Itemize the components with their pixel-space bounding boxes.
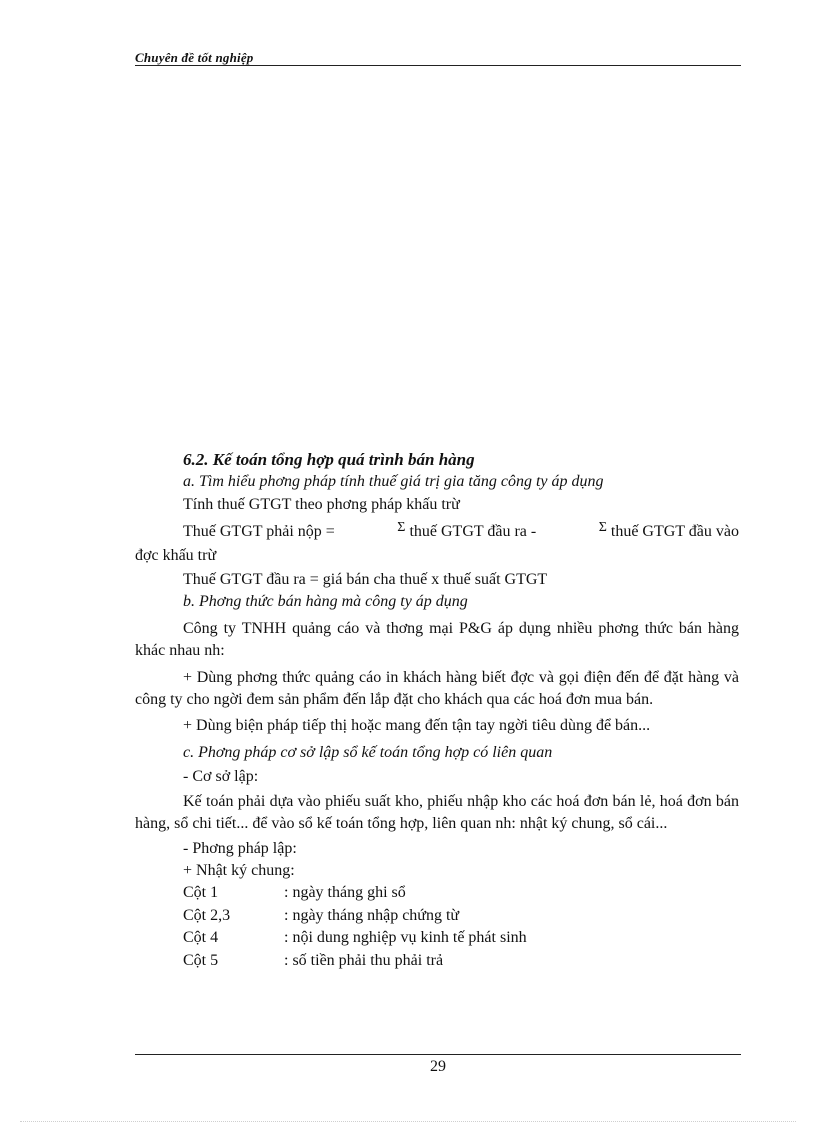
page-header-title: Chuyên đề tốt nghiệp [135, 50, 254, 65]
formula-part-1: Thuế GTGT phải nộp = [183, 523, 335, 541]
column-row [183, 905, 739, 927]
formula-part-3: thuế GTGT đầu vào [610, 523, 739, 541]
subsection-a-heading: a. Tìm hiểu phơng pháp tính thuế giá trị gia tăng công ty áp dụng [183, 473, 604, 491]
subsection-b-heading: b. Phơng thức bán hàng mà công ty áp dụng [183, 593, 468, 611]
column-row [183, 950, 739, 972]
footer-divider [135, 1054, 741, 1055]
sales-method-bullet-1: + Dùng phơng thức quảng cáo in khách hàng biết đợc và gọi điện đến để đặt hàng và công ty cho ngời đem sản phẩm đến lắp đặt cho khách qua các hoá đơn mua bán. [135, 668, 739, 709]
method-label: - Phơng pháp lập: [183, 839, 297, 857]
page-bottom-dotted-edge [20, 1121, 796, 1122]
column-name: Cột 1 [183, 884, 219, 902]
column-description: : số tiền phải thu phải trả [284, 951, 444, 969]
company-paragraph: Công ty TNHH quảng cáo và thơng mại P&G áp dụng nhiều phơng thức bán hàng khác nhau nh: [135, 619, 739, 660]
subsection-c-heading: c. Phơng pháp cơ sở lập sổ kế toán tổng hợp có liên quan [183, 743, 553, 761]
column-name: Cột 2,3 [183, 906, 231, 924]
document-body [135, 449, 739, 972]
formula-part-2: thuế GTGT đầu ra - [409, 523, 537, 541]
method-line: Tính thuế GTGT theo phơng pháp khấu trừ [183, 495, 460, 513]
column-row [183, 882, 739, 904]
vat-payable-formula [183, 521, 739, 544]
formula-part-3-group [599, 521, 739, 544]
header-divider [135, 65, 741, 66]
page-number: 29 [430, 1058, 446, 1075]
column-description: : ngày tháng nhập chứng từ [284, 906, 460, 924]
sigma-symbol: Σ [598, 520, 607, 536]
basis-paragraph: Kế toán phải dựa vào phiếu suất kho, phiếu nhập kho các hoá đơn bán lẻ, hoá đơn bán hàng, sổ chi tiết... để vào sổ kế toán tổng hợp, liên quan nh: nhật ký chung, sổ cái... [135, 792, 739, 833]
section-heading: 6.2. Kế toán tổng hợp quá trình bán hàng [183, 450, 475, 469]
sigma-symbol: Σ [397, 520, 406, 536]
sales-method-bullet-2: + Dùng biện pháp tiếp thị hoặc mang đến tận tay ngời tiêu dùng để bán... [183, 717, 651, 735]
column-description: : ngày tháng ghi sổ [284, 884, 406, 902]
column-name: Cột 4 [183, 929, 219, 947]
journal-label: + Nhật ký chung: [183, 861, 295, 879]
basis-label: - Cơ sở lập: [183, 768, 259, 786]
output-vat-formula: Thuế GTGT đầu ra = giá bán cha thuế x thuế suất GTGT [183, 571, 548, 589]
column-description: : nội dung nghiệp vụ kinh tế phát sinh [284, 929, 527, 947]
formula-continuation: đợc khấu trừ [135, 546, 217, 564]
formula-part-2-group [397, 521, 536, 544]
column-row [183, 927, 739, 949]
column-name: Cột 5 [183, 951, 219, 969]
